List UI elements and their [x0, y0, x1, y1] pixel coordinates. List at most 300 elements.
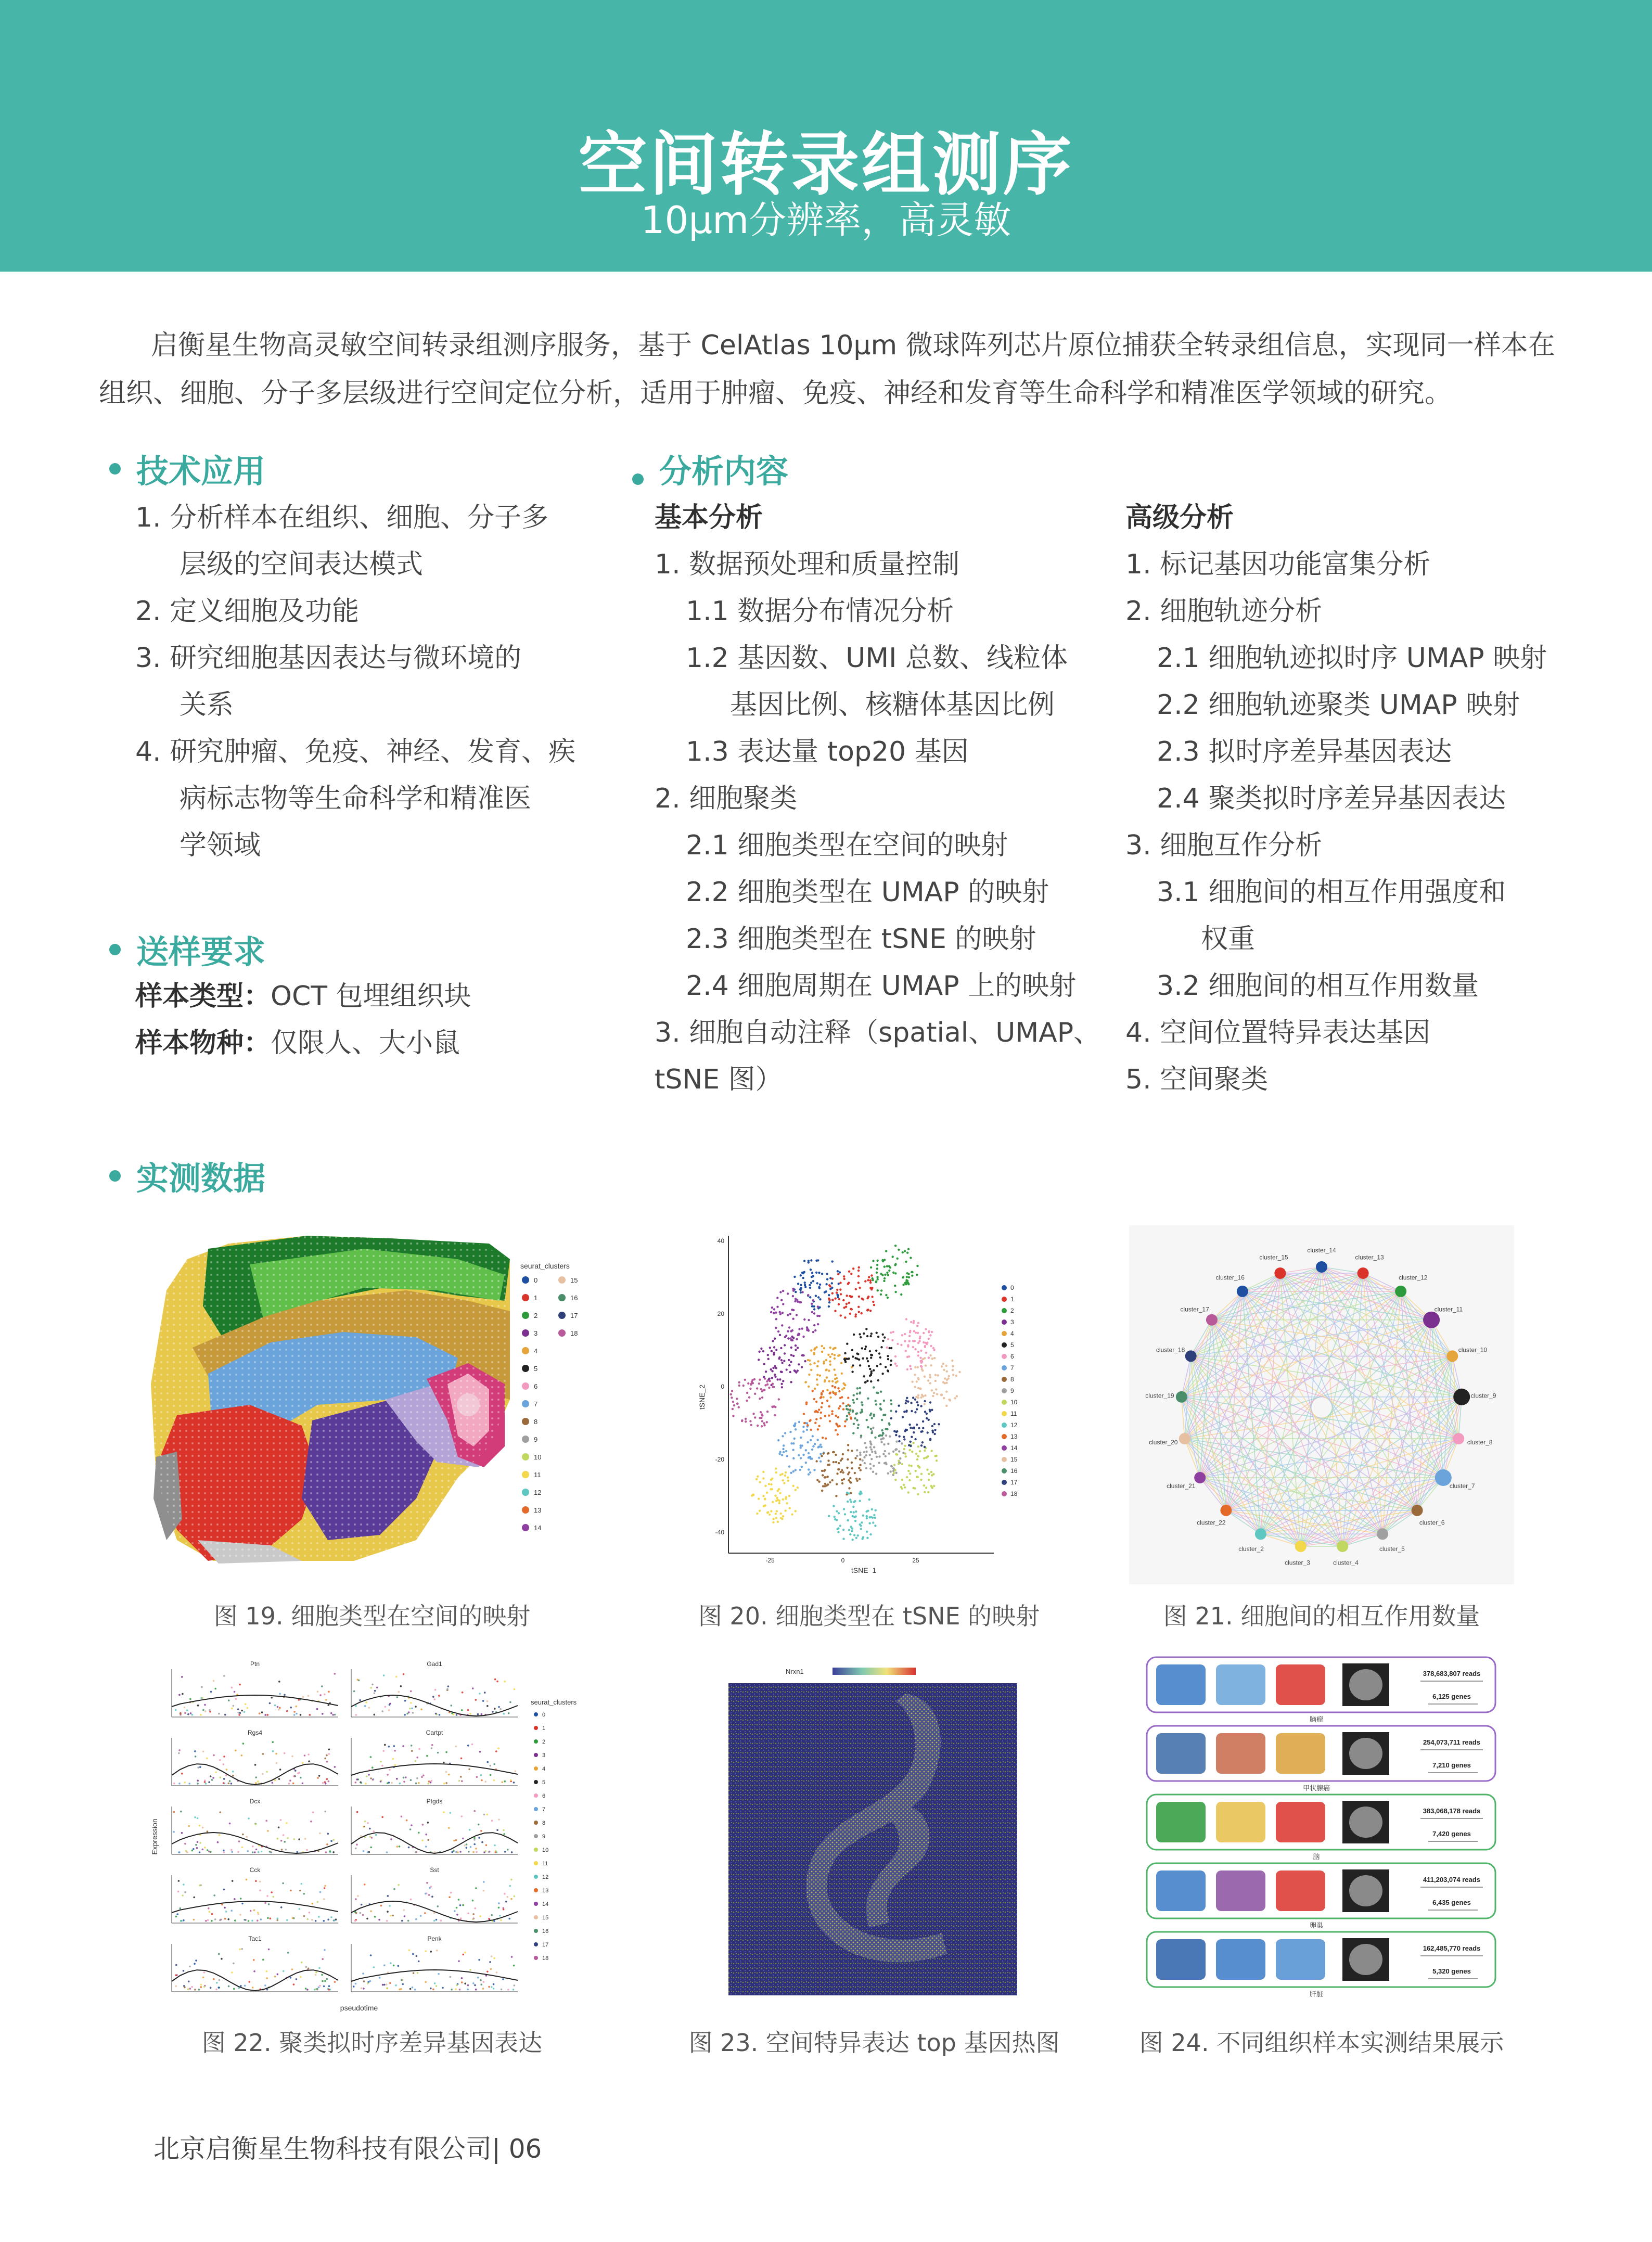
scatter-point: [892, 1255, 894, 1258]
scatter-point: [955, 1375, 957, 1377]
scatter-point: [887, 1274, 889, 1276]
scatter-point: [875, 1403, 877, 1405]
legend-swatch: [1002, 1297, 1007, 1302]
scatter-point: [838, 1468, 840, 1470]
scatter-point: [912, 1487, 914, 1489]
scatter-point: [925, 1352, 927, 1354]
scatter-point: [848, 1282, 850, 1284]
scatter-point: [908, 1355, 910, 1357]
scatter-point: [766, 1421, 768, 1423]
scatter-point: [883, 1443, 885, 1445]
scatter-point: [876, 1260, 878, 1262]
legend-swatch: [1002, 1354, 1007, 1359]
scatter-point: [929, 1401, 931, 1403]
scatter-point: [787, 1477, 789, 1479]
scatter-point: [848, 1529, 850, 1531]
legend-label: 15: [1010, 1456, 1018, 1463]
scatter-point: [850, 1416, 852, 1418]
legend-swatch: [522, 1524, 529, 1531]
section-tech-heading: [109, 445, 265, 492]
network-node: [1274, 1267, 1286, 1279]
scatter-point: [771, 1350, 773, 1352]
scatter-point: [872, 1301, 874, 1303]
genes-count: 7,210 genes: [1432, 1761, 1471, 1769]
scatter-point: [854, 1417, 856, 1419]
scatter-point: [913, 1431, 915, 1433]
scatter-point: [924, 1411, 926, 1413]
sample-type-label: 样本类型：: [135, 981, 271, 1012]
scatter-point: [889, 1266, 891, 1269]
scatter-point: [869, 1282, 872, 1284]
scatter-point: [926, 1417, 928, 1419]
scatter-point: [773, 1312, 775, 1314]
scatter-point: [906, 1272, 908, 1274]
scatter-point: [859, 1452, 861, 1454]
scatter-point: [760, 1388, 762, 1390]
bullet-dot-icon: [109, 463, 121, 475]
scatter-point: [789, 1371, 791, 1373]
scatter-point: [786, 1502, 788, 1504]
gene-panel-title: Dcx: [249, 1798, 261, 1805]
scatter-point: [833, 1461, 835, 1463]
scatter-point: [908, 1276, 910, 1278]
scatter-point: [810, 1269, 812, 1271]
scatter-point: [880, 1293, 882, 1296]
legend-swatch: [522, 1347, 529, 1354]
scatter-point: [829, 1420, 831, 1422]
scatter-point: [805, 1462, 807, 1464]
scatter-point: [861, 1347, 863, 1349]
scatter-point: [951, 1360, 953, 1362]
scatter-point: [842, 1408, 844, 1410]
scatter-point: [867, 1360, 869, 1362]
scatter-point: [779, 1492, 781, 1494]
scatter-point: [828, 1301, 830, 1303]
network-node: [1423, 1312, 1440, 1328]
scatter-point: [849, 1313, 851, 1315]
scatter-point: [795, 1428, 797, 1430]
scatter-point: [872, 1277, 874, 1279]
network-node-label: cluster_7: [1449, 1482, 1475, 1490]
scatter-point: [822, 1390, 824, 1392]
legend-swatch: [1002, 1434, 1007, 1439]
scatter-point: [945, 1365, 947, 1367]
scatter-point: [782, 1312, 784, 1314]
scatter-point: [854, 1515, 856, 1517]
scatter-point: [775, 1513, 777, 1515]
scatter-point: [914, 1411, 916, 1413]
bullet-dot-icon: [632, 473, 644, 485]
scatter-point: [946, 1379, 948, 1381]
scatter-point: [764, 1485, 766, 1487]
legend-label: 6: [542, 1793, 546, 1799]
scatter-point: [731, 1397, 733, 1399]
scatter-point: [774, 1374, 776, 1376]
scatter-point: [850, 1511, 852, 1513]
scatter-point: [785, 1450, 787, 1452]
scatter-point: [819, 1453, 822, 1455]
scatter-point: [840, 1459, 842, 1462]
list-item: 1.3 表达量 top20 基因: [686, 736, 969, 767]
pseudotime-expression-panels: [151, 1655, 604, 2014]
legend-swatch: [534, 1861, 538, 1865]
scatter-point: [935, 1388, 937, 1390]
tissue-thumbnail: [1216, 1871, 1265, 1911]
scatter-point: [910, 1368, 912, 1370]
scatter-point: [871, 1417, 873, 1419]
scatter-point: [846, 1467, 848, 1469]
scatter-point: [917, 1397, 919, 1399]
advanced-analysis-list: [1125, 494, 1594, 1103]
scatter-point: [932, 1347, 934, 1349]
network-node: [1176, 1391, 1187, 1403]
scatter-point: [885, 1455, 887, 1457]
network-node-label: cluster_9: [1470, 1392, 1496, 1400]
scatter-point: [787, 1480, 789, 1482]
scatter-point: [785, 1471, 787, 1474]
scatter-point: [902, 1416, 904, 1418]
scatter-point: [907, 1401, 909, 1403]
scatter-point: [781, 1473, 783, 1475]
scatter-point: [872, 1260, 874, 1262]
scatter-point: [846, 1295, 848, 1297]
scatter-point: [857, 1424, 860, 1426]
scatter-point: [779, 1378, 781, 1380]
legend-label: 12: [542, 1874, 549, 1880]
scatter-point: [838, 1512, 840, 1514]
section-tech-title: 技术应用: [136, 452, 266, 490]
scatter-point: [832, 1348, 834, 1350]
scatter-point: [769, 1347, 771, 1349]
scatter-point: [772, 1367, 774, 1369]
scatter-point: [828, 1369, 830, 1372]
legend-label: 9: [1010, 1387, 1014, 1394]
scatter-point: [882, 1334, 884, 1336]
legend-swatch: [1002, 1285, 1007, 1290]
scatter-point: [852, 1355, 854, 1357]
scatter-point: [827, 1354, 829, 1356]
scatter-point: [915, 1470, 917, 1472]
scatter-point: [809, 1419, 811, 1421]
scatter-point: [875, 1472, 877, 1475]
scatter-point: [777, 1521, 779, 1523]
scatter-point: [823, 1453, 825, 1455]
list-item: 2.3 拟时序差异基因表达: [1157, 736, 1452, 767]
list-item: 2.2 细胞轨迹聚类 UMAP 映射: [1157, 689, 1520, 721]
gene-panels: [172, 1660, 518, 1992]
scatter-point: [775, 1517, 777, 1519]
scatter-point: [958, 1371, 961, 1373]
scatter-point: [851, 1450, 853, 1452]
scatter-point: [859, 1493, 861, 1495]
legend-label: 13: [534, 1506, 542, 1514]
tissue-label: 肝脏: [1309, 1991, 1324, 1998]
scatter-point: [826, 1389, 828, 1391]
scatter-point: [909, 1365, 911, 1367]
scatter-point: [792, 1309, 795, 1311]
scatter-point: [793, 1425, 795, 1427]
scatter-point: [791, 1329, 793, 1331]
scatter-point: [875, 1350, 877, 1352]
scatter-point: [797, 1301, 799, 1303]
scatter-point: [831, 1380, 834, 1382]
scatter-point: [898, 1405, 900, 1407]
scatter-point: [774, 1495, 776, 1497]
list-item: 2.1 细胞轨迹拟时序 UMAP 映射: [1157, 643, 1547, 674]
scatter-point: [793, 1438, 796, 1440]
scatter-point: [931, 1450, 933, 1452]
scatter-point: [816, 1479, 818, 1481]
colorbar: [833, 1668, 916, 1675]
scatter-point: [866, 1335, 868, 1337]
scatter-point: [905, 1402, 907, 1404]
scatter-point: [917, 1493, 919, 1495]
scatter-point: [911, 1436, 913, 1438]
scatter-point: [803, 1422, 805, 1424]
scatter-point: [841, 1373, 843, 1375]
scatter-point: [872, 1471, 874, 1473]
scatter-point: [895, 1448, 898, 1450]
scatter-point: [851, 1467, 853, 1469]
scatter-point: [867, 1426, 869, 1428]
scatter-point: [757, 1425, 759, 1427]
scatter-point: [779, 1451, 781, 1453]
gene-panel-title: Rgs4: [247, 1729, 263, 1736]
scatter-point: [933, 1392, 935, 1394]
scatter-point: [918, 1466, 920, 1468]
scatter-point: [800, 1444, 802, 1446]
scatter-point: [797, 1283, 799, 1285]
scatter-point: [852, 1364, 854, 1366]
legend-label: 3: [1010, 1318, 1014, 1326]
scatter-point: [890, 1417, 892, 1419]
scatter-point: [902, 1284, 904, 1286]
scatter-point: [890, 1331, 892, 1334]
scatter-point: [768, 1387, 770, 1389]
scatter-point: [905, 1261, 907, 1263]
gene-panel: [351, 1660, 518, 1717]
legend-swatch: [522, 1382, 529, 1390]
scatter-point: [907, 1282, 910, 1284]
legend: [1002, 1284, 1018, 1497]
scatter-point: [828, 1405, 830, 1407]
scatter-point: [818, 1481, 820, 1483]
scatter-point: [752, 1382, 754, 1384]
scatter-point: [890, 1470, 892, 1472]
scatter-point: [844, 1425, 846, 1427]
legend-label: 12: [1010, 1421, 1018, 1429]
scatter-point: [774, 1414, 776, 1416]
scatter-point: [797, 1369, 799, 1372]
scatter-point: [803, 1260, 805, 1262]
scatter-point: [781, 1454, 783, 1456]
scatter-point: [810, 1429, 812, 1431]
scatter-point: [775, 1467, 777, 1469]
scatter-point: [878, 1352, 880, 1354]
legend-label: 11: [534, 1471, 541, 1479]
scatter-point: [917, 1354, 919, 1356]
scatter-point: [852, 1506, 854, 1508]
network-node: [1316, 1261, 1327, 1273]
scatter-point: [815, 1418, 817, 1420]
scatter-point: [752, 1413, 754, 1415]
list-item: 1. 分析样本在组织、细胞、分子多: [135, 502, 549, 533]
scatter-point: [766, 1411, 769, 1413]
scatter-point: [772, 1382, 774, 1385]
scatter-point: [865, 1467, 867, 1469]
figure-20: [697, 1225, 1041, 1574]
scatter-point: [780, 1359, 783, 1361]
scatter-point: [816, 1383, 818, 1386]
scatter-point: [916, 1408, 918, 1410]
scatter-point: [732, 1415, 734, 1417]
scatter-point: [802, 1426, 804, 1428]
tissue-thumbnail: [1216, 1802, 1265, 1842]
scatter-point: [862, 1298, 864, 1300]
legend-swatch: [1002, 1411, 1007, 1416]
genes-count: 6,435 genes: [1432, 1899, 1471, 1906]
scatter-point: [813, 1469, 815, 1471]
scatter-point: [801, 1327, 803, 1329]
scatter-point: [912, 1442, 914, 1444]
scatter-point: [885, 1463, 887, 1465]
scatter-point: [749, 1388, 751, 1390]
reads-count: 162,485,770 reads: [1423, 1944, 1481, 1952]
scatter-point: [852, 1432, 854, 1434]
scatter-point: [900, 1293, 902, 1296]
scatter-point: [903, 1448, 905, 1450]
scatter-point: [853, 1511, 855, 1513]
legend-label: 1: [1010, 1296, 1014, 1303]
scatter-point: [846, 1357, 848, 1360]
scatter-point: [738, 1381, 740, 1383]
scatter-point: [763, 1422, 765, 1424]
legend-swatch: [1002, 1423, 1007, 1428]
scatter-point: [777, 1439, 779, 1441]
network-node: [1358, 1267, 1369, 1279]
list-item: 1.1 数据分布情况分析: [686, 596, 954, 627]
scatter-point: [833, 1505, 835, 1507]
scatter-point: [931, 1357, 933, 1360]
scatter-point: [851, 1349, 853, 1351]
scatter-point: [866, 1357, 868, 1360]
scatter-point: [902, 1251, 904, 1253]
scatter-point: [903, 1411, 905, 1413]
scatter-point: [920, 1479, 922, 1481]
scatter-point: [780, 1517, 782, 1519]
tissue-thumbnail: [1276, 1871, 1325, 1911]
list-item: 2.1 细胞类型在空间的映射: [686, 830, 1008, 861]
list-item: 基因比例、核糖体基因比例: [730, 689, 1055, 721]
scatter-point: [917, 1342, 919, 1344]
scatter-point: [802, 1336, 804, 1338]
genes-count: 6,125 genes: [1432, 1693, 1471, 1700]
scatter-point: [818, 1457, 820, 1459]
scatter-point: [809, 1360, 811, 1362]
tissue-thumbnail: [1216, 1733, 1265, 1774]
gene-panel-title: Ptn: [250, 1660, 260, 1668]
scatter-point: [773, 1518, 775, 1520]
scatter-point: [828, 1464, 830, 1466]
scatter-point: [928, 1331, 930, 1333]
scatter-point: [813, 1398, 815, 1400]
scatter-point: [831, 1278, 834, 1280]
scatter-point: [870, 1458, 873, 1460]
scatter-point: [777, 1490, 779, 1492]
scatter-point: [831, 1299, 834, 1301]
scatter-point: [790, 1472, 792, 1474]
legend-swatch: [534, 1807, 538, 1811]
scatter-point: [873, 1415, 875, 1417]
scatter-point: [876, 1276, 878, 1278]
scatter-point: [860, 1412, 862, 1414]
scatter-point: [837, 1387, 839, 1389]
scatter-point: [945, 1405, 947, 1407]
network-node: [1453, 1389, 1470, 1405]
scatter-point: [909, 1472, 911, 1475]
scatter-point: [856, 1455, 858, 1457]
legend-label: 0: [542, 1712, 546, 1718]
scatter-point: [827, 1476, 829, 1478]
scatter-point: [751, 1494, 753, 1496]
gene-panel-title: Sst: [430, 1866, 439, 1874]
scatter-point: [916, 1458, 918, 1460]
scatter-point: [736, 1398, 738, 1400]
gene-panel: [351, 1729, 518, 1786]
scatter-point: [826, 1273, 828, 1275]
legend-swatch: [534, 1929, 538, 1933]
scatter-point: [833, 1392, 835, 1394]
legend-title: seurat_clusters: [520, 1262, 570, 1270]
scatter-point: [757, 1475, 759, 1477]
scatter-point: [919, 1336, 921, 1338]
scatter-point: [913, 1320, 915, 1322]
legend-label: 17: [542, 1942, 549, 1948]
scatter-point: [780, 1383, 783, 1385]
scatter-point: [824, 1291, 826, 1293]
scatter-point: [895, 1365, 898, 1367]
scatter-point: [911, 1465, 913, 1467]
scatter-point: [903, 1438, 905, 1440]
list-item: 2. 细胞聚类: [655, 783, 798, 814]
scatter-point: [882, 1432, 884, 1434]
spatial-cluster-map: [146, 1228, 598, 1571]
scatter-point: [914, 1386, 916, 1388]
scatter-point: [859, 1364, 861, 1366]
scatter-point: [904, 1453, 906, 1455]
scatter-point: [924, 1491, 926, 1493]
scatter-point: [802, 1454, 804, 1456]
network-node-label: cluster_11: [1434, 1305, 1463, 1313]
scatter-point: [834, 1357, 836, 1360]
scatter-point: [923, 1457, 925, 1459]
scatter-point: [895, 1453, 897, 1455]
scatter-point: [770, 1311, 772, 1313]
legend: [522, 1276, 578, 1532]
network-node-label: cluster_21: [1167, 1482, 1196, 1490]
scatter-point: [925, 1487, 927, 1489]
scatter-point: [852, 1410, 854, 1412]
gene-panel-title: Cartpt: [426, 1729, 443, 1736]
scatter-point: [920, 1444, 923, 1446]
scatter-point: [877, 1336, 879, 1338]
legend-swatch: [522, 1471, 529, 1478]
scatter-point: [841, 1482, 843, 1484]
scatter-point: [806, 1326, 808, 1328]
scatter-point: [848, 1302, 850, 1304]
scatter-point: [847, 1444, 849, 1446]
scatter-point: [855, 1478, 857, 1480]
